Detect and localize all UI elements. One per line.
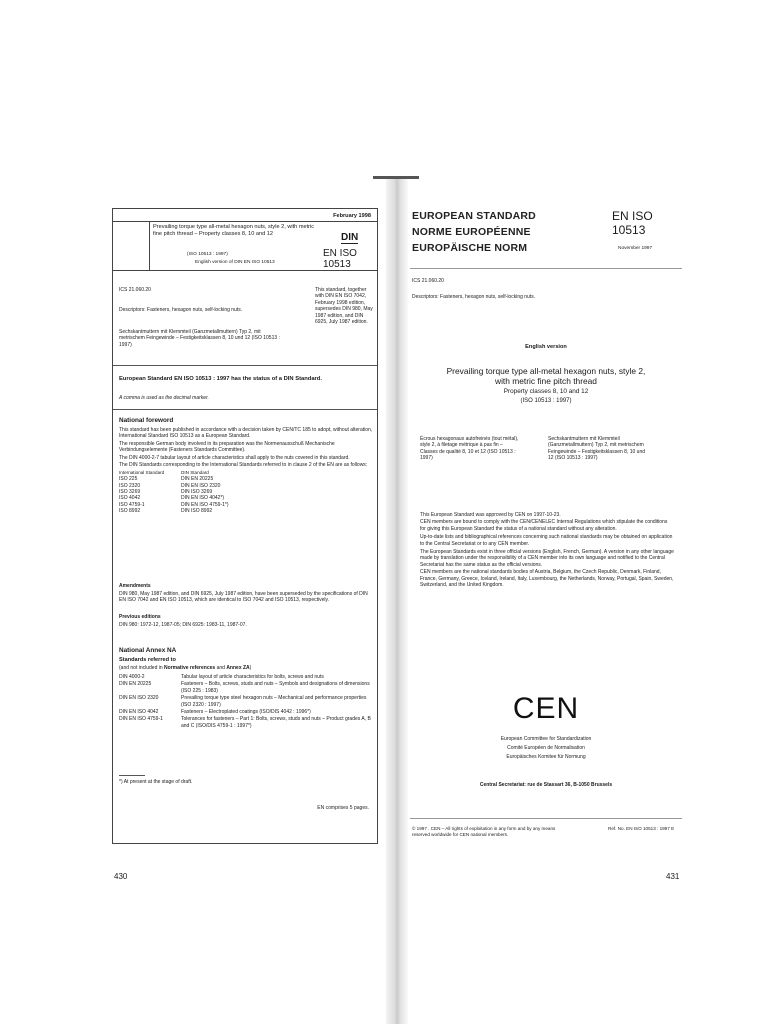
list-item: DIN EN ISO 4759-1 Tolerances for fasteners – Part 1: Bolts, screws, studs and nuts – Product grades A, B and C (ISO/DIS 4759-1 : 1997*) <box>119 716 371 729</box>
cen-date: November 1997 <box>618 246 653 251</box>
main-title: Prevailing torque type all-metal hexagon nuts, style 2, with metric fine pitch thread <box>446 366 646 386</box>
table-row: ISO 225 DIN EN 20225 <box>119 476 214 483</box>
page-number-left: 430 <box>114 872 128 881</box>
title-german: Sechskantmuttern mit Klemmteil (Ganzmetallmuttern) Typ 2, mit metrischem Feingewinde – Festigkeitsklassen 8, 10 und 12 (ISO 10513 : 1997) <box>548 436 646 462</box>
din-descriptors: Descriptors: Fasteners, hexagon nuts, self-locking nuts. <box>119 307 243 313</box>
cen-page <box>410 206 684 846</box>
din-date: February 1998 <box>333 213 371 219</box>
din-page <box>112 208 378 844</box>
din-supersedes: This standard, together with DIN EN ISO 7042, February 1998 edition, supersedes DIN 980, May 1987 edition, and DIN 6925, July 1987 edition. <box>315 287 373 326</box>
previous-editions-heading: Previous editions <box>119 614 161 620</box>
table-row: ISO 8992 DIN ISO 8992 <box>119 508 213 515</box>
list-item: DIN EN 20225 Fasteners – Bolts, screws, studs and nuts – Symbols and designations of dimensions (ISO 225 : 1983) <box>119 681 370 694</box>
approval-paragraph: CEN members are bound to comply with the CEN/CENELEC Internal Regulations which stipulate the conditions for giving this European Standard the status of a national standard without any alteration. <box>420 519 668 532</box>
table-row: ISO 3269 DIN ISO 3269 <box>119 489 213 496</box>
amendments-text: DIN 980, May 1987 edition, and DIN 6925, July 1987 edition, have been superseded by the specifications of DIN EN ISO 7042 and EN ISO 10513, which are identical to ISO 7042 and ISO 10513, respectively. <box>119 591 368 604</box>
copyright: © 1997 . CEN – All rights of exploitation in any form and by any means reserved worldwide for CEN national members. <box>412 826 556 837</box>
english-version-label: English version <box>525 344 567 350</box>
header-divider <box>149 222 150 270</box>
din-title: Prevailing torque type all-metal hexagon nuts, style 2, with metric fine pitch thread – Property classes 8, 10 and 12 <box>153 224 315 237</box>
committee-de: Europäisches Komitee für Normung <box>506 754 586 760</box>
din-german-title: Sechskantmuttern mit Klemmteil (Ganzmetallmuttern) Typ 2, mit metrischem Feingewinde – Festigkeitsklassen 8, 10 und 12 (ISO 10513 : 1997) <box>119 329 280 348</box>
table-header-cell: International Standard <box>119 470 165 476</box>
national-foreword <box>119 427 373 515</box>
main-iso-ref: (ISO 10513 : 1997) <box>520 398 572 404</box>
committee-fr: Comité Européen de Normalisation <box>507 745 585 751</box>
nf-paragraph: The DIN 4000-2-7 tabular layout of article characteristics shall apply to the nuts covered in this standard. <box>119 454 350 461</box>
din-ics: ICS 21.060.20 <box>119 287 151 293</box>
central-secretariat: Central Secretariat: rue de Stassart 36, B-1050 Brussels <box>479 782 613 788</box>
na-subheading: Standards referred to <box>119 657 176 663</box>
approval-text: This European Standard was approved by CEN on 1997-10-23. <box>420 512 561 518</box>
list-item: DIN EN ISO 2320 Prevailing torque type steel hexagon nuts – Mechanical and performance properties (ISO 2320 : 1997) <box>119 695 367 708</box>
references-list <box>119 674 373 730</box>
committee-en: European Committee for Standardization <box>500 736 592 742</box>
din-status: European Standard EN ISO 10513 : 1997 has the status of a DIN Standard. <box>119 376 322 382</box>
din-header-box <box>113 221 377 271</box>
na-note: (and not included in Normative references and Annex ZA) <box>119 665 252 671</box>
list-item: DIN 4000-2 Tabular layout of article characteristics for bolts, screws and nuts <box>119 674 324 680</box>
cen-logo: CEN <box>512 692 580 725</box>
book-spine <box>386 178 408 1024</box>
amendments-heading: Amendments <box>119 583 151 589</box>
din-english-version: English version of DIN EN ISO 10513 <box>195 260 275 265</box>
main-subtitle: Property classes 8, 10 and 12 <box>503 388 589 395</box>
reference-number: Ref. No. EN ISO 10513 : 1997 E <box>608 826 675 831</box>
spine-rule <box>373 176 419 179</box>
din-page-count: EN comprises 5 pages. <box>317 805 369 811</box>
cen-ics: ICS 21.060.20 <box>412 278 444 284</box>
approval-paragraph: The European Standards exist in three official versions (English, French, German). A version in any other language made by translation under the responsibility of a CEN member into its own language and notified to the Central Secretariat has the same status as the official versions. <box>420 549 674 568</box>
title-french: Écrous hexagonaux autofreinés (tout métal), style 2, à filetage métrique à pas fin – Classes de qualité 8, 10 et 12 (ISO 10513 : 1997) <box>420 436 519 462</box>
din-comma-note: A comma is used as the decimal marker. <box>119 395 209 401</box>
rule <box>113 409 377 410</box>
footnote: *) At present at the stage of draft. <box>119 779 193 785</box>
nf-paragraph: The responsible German body involved in its preparation was the Normenausschuß Mechanische Verbindungselemente (Fasteners Standards Committee). <box>119 440 335 454</box>
footnote-rule <box>119 775 145 776</box>
na-heading: National Annex NA <box>119 647 177 654</box>
list-item: DIN EN ISO 4042 Fasteners – Electroplated coatings (ISO/DIS 4042 : 1996*) <box>119 709 311 716</box>
correspondence-table <box>119 470 373 514</box>
nf-paragraph: The DIN Standards corresponding to the International Standards referred to in clause 2 of the EN are as follows: <box>119 462 368 469</box>
table-row: ISO 4042 DIN EN ISO 4042*) <box>119 495 225 502</box>
rule <box>113 365 377 366</box>
din-logo: DIN <box>341 232 359 243</box>
previous-editions-text: DIN 980: 1972-12, 1987-05; DIN 6925: 1983-11, 1987-07. <box>119 622 247 628</box>
title-fr: NORME EUROPÉENNE <box>412 226 531 238</box>
title-en: EUROPEAN STANDARD <box>412 210 536 222</box>
title-de: EUROPÄISCHE NORM <box>412 242 528 254</box>
rule <box>410 268 682 269</box>
approval-paragraph: Up-to-date lists and bibliographical references concerning such national standards may be obtained on application to the Central Secretariat or to any CEN member. <box>420 534 673 547</box>
nf-heading: National foreword <box>119 417 174 424</box>
din-iso-ref: (ISO 10513 : 1997) <box>187 252 228 257</box>
table-header-cell: DIN Standard <box>181 470 209 476</box>
approval-paragraph: CEN members are the national standards bodies of Austria, Belgium, the Czech Republic, Denmark, Finland, France, Germany, Greece, Iceland, Ireland, Italy, Luxembourg, the Netherlands, Norway, Portugal, Spain, Sweden, Switzerland, and the United Kingdom. <box>420 569 674 589</box>
din-number: EN ISO 10513 <box>323 248 357 270</box>
approval-notes <box>420 512 674 588</box>
rule <box>410 818 682 819</box>
cen-descriptors: Descriptors: Fasteners, hexagon nuts, self-locking nuts. <box>412 294 536 300</box>
table-row: ISO 2320 DIN EN ISO 2320 <box>119 482 221 489</box>
cen-number: EN ISO 10513 <box>612 209 653 237</box>
nf-paragraph: This standard has been published in accordance with a decision taken by CEN/TC 185 to adopt, without alteration, International Standard ISO 10513 as a European Standard. <box>119 427 373 440</box>
page-number-right: 431 <box>666 872 680 881</box>
table-row: ISO 4759-1 DIN EN ISO 4759-1*) <box>119 501 229 508</box>
